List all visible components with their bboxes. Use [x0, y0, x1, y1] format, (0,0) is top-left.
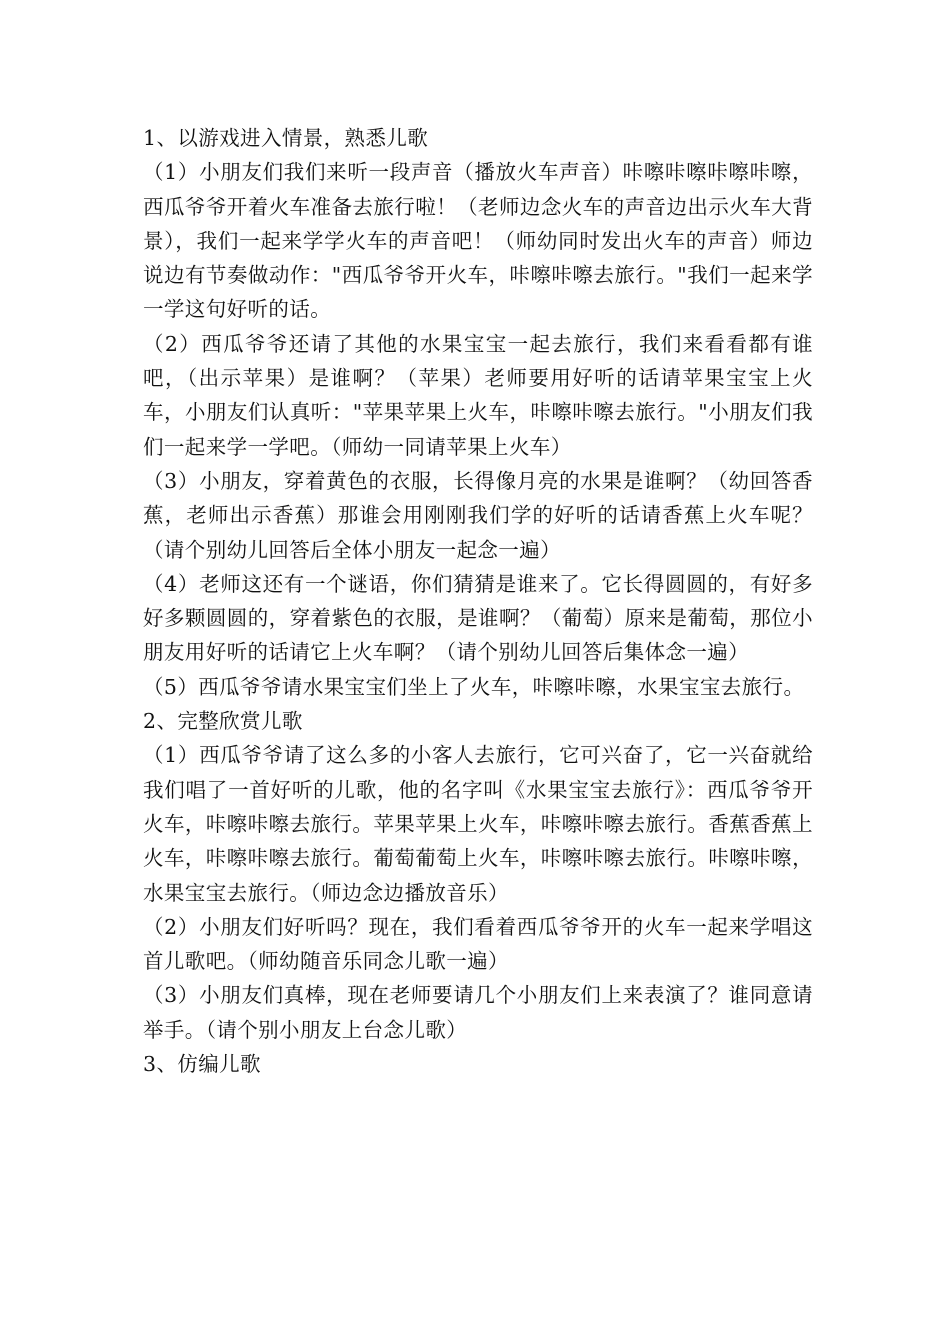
paragraph-1-5: （5）西瓜爷爷请水果宝宝们坐上了火车，咔嚓咔嚓，水果宝宝去旅行。: [143, 674, 805, 699]
section-heading-2: 2、完整欣赏儿歌: [143, 709, 303, 734]
paragraph-1-4: （4）老师这还有一个谜语，你们猜猜是谁来了。它长得圆圆的，有好多好多颗圆圆的，穿着紫色的衣服，是谁啊？（葡萄）原来是葡萄，那位小朋友用好听的话请它上火车啊？（请个别幼儿回答后集体念一遍）: [143, 571, 813, 665]
section-heading-3: 3、仿编儿歌: [143, 1052, 261, 1077]
paragraph-2-2: （2）小朋友们好听吗？现在，我们看着西瓜爷爷开的火车一起来学唱这首儿歌吧。（师幼随音乐同念儿歌一遍）: [143, 914, 813, 974]
paragraph-1-2: （2）西瓜爷爷还请了其他的水果宝宝一起去旅行，我们来看看都有谁吧，（出示苹果）是谁啊？（苹果）老师要用好听的话请苹果宝宝上火车，小朋友们认真听："苹果苹果上火车，咔嚓咔嚓去旅行。"小朋友们我们一起来学一学吧。（师幼一同请苹果上火车）: [143, 331, 813, 459]
paragraph-1-3: （3）小朋友，穿着黄色的衣服，长得像月亮的水果是谁啊？（幼回答香蕉，老师出示香蕉）那谁会用刚刚我们学的好听的话请香蕉上火车呢？（请个别幼儿回答后全体小朋友一起念一遍）: [143, 468, 813, 562]
paragraph-2-3: （3）小朋友们真棒，现在老师要请几个小朋友们上来表演了？谁同意请举手。（请个别小朋友上台念儿歌）: [143, 983, 813, 1042]
section-heading-1: 1、以游戏进入情景，熟悉儿歌: [143, 126, 429, 150]
paragraph-1-1: （1）小朋友们我们来听一段声音（播放火车声音）咔嚓咔嚓咔嚓咔嚓，西瓜爷爷开着火车准备去旅行啦！（老师边念火车的声音边出示火车大背景），我们一起来学学火车的声音吧！（师幼同时发出火车的声音）师边说边有节奏做动作："西瓜爷爷开火车，咔嚓咔嚓去旅行。"我们一起来学一学这句好听的话。: [143, 160, 813, 322]
document-body: [143, 121, 813, 1081]
paragraph-2-1: （1）西瓜爷爷请了这么多的小客人去旅行，它可兴奋了，它一兴奋就给我们唱了一首好听的儿歌，他的名字叫《水果宝宝去旅行》：西瓜爷爷开火车，咔嚓咔嚓去旅行。苹果苹果上火车，咔嚓咔嚓去旅行。香蕉香蕉上火车，咔嚓咔嚓去旅行。葡萄葡萄上火车，咔嚓咔嚓去旅行。咔嚓咔嚓，水果宝宝去旅行。（师边念边播放音乐）: [143, 743, 813, 905]
